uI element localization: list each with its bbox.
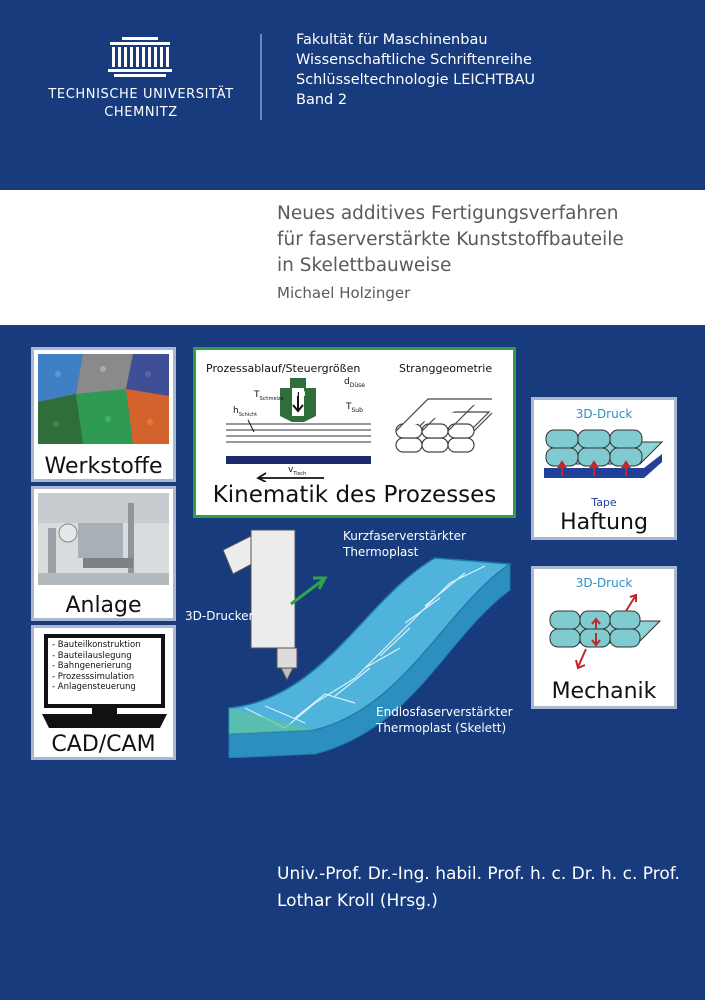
d-duese-sub: Düse xyxy=(349,381,365,389)
series-faculty: Fakultät für Maschinenbau xyxy=(296,32,488,48)
t-schmelze-symbol: T xyxy=(254,390,260,400)
werkstoffe-label: Werkstoffe xyxy=(44,454,163,479)
stranggeometrie-title: Stranggeometrie xyxy=(399,362,493,375)
anlage-panel xyxy=(31,486,176,621)
cad-item-3: - Bahngenerierung xyxy=(52,661,132,671)
short-fiber-label-line2: Thermoplast xyxy=(343,545,419,559)
haftung-panel xyxy=(531,397,677,540)
cont-fiber-label-line1: Endlosfaserverstärkter xyxy=(376,705,513,719)
mass-flow-symbol: ṁ xyxy=(296,388,306,399)
kinematik-label: Kinematik des Prozesses xyxy=(212,482,497,508)
kinematik-panel xyxy=(193,347,516,518)
prozessablauf-title: Prozessablauf/Steuergrößen xyxy=(206,362,361,375)
d-duese-symbol: d xyxy=(344,377,350,387)
book-title-line2: für faserverstärkte Kunststoffbauteile xyxy=(277,229,624,250)
anlage-label: Anlage xyxy=(65,593,142,618)
pellets-image xyxy=(38,354,169,444)
book-title-line1: Neues additives Fertigungsverfahren xyxy=(277,203,619,224)
haftung-label: Haftung xyxy=(560,510,648,535)
short-fiber-label-line1: Kurzfaserverstärkter xyxy=(343,529,466,543)
university-logo-icon xyxy=(108,37,172,81)
t-sub-sub: Sub xyxy=(351,406,363,414)
t-schmelze-sub: Schmelze xyxy=(259,395,284,402)
university-name-line2: CHEMNITZ xyxy=(104,105,178,120)
h-schicht-symbol: h xyxy=(233,406,239,416)
v-tisch-symbol: v xyxy=(288,465,294,475)
t-sub-symbol: T xyxy=(346,402,352,412)
cadcam-panel xyxy=(31,625,176,760)
book-title-line3: in Skelettbauweise xyxy=(277,255,452,276)
editor-line1: Univ.-Prof. Dr.-Ing. habil. Prof. h. c. Dr. h. c. Prof. xyxy=(277,864,680,884)
cont-fiber-label-line2: Thermoplast (Skelett) xyxy=(376,721,507,735)
printer-label: 3D-Drucker xyxy=(185,609,254,623)
tape-label: Tape xyxy=(591,496,617,509)
cad-item-4: - Prozesssimulation xyxy=(52,671,135,682)
v-tisch-sub: Tisch xyxy=(293,470,307,477)
series-name: Wissenschaftliche Schriftenreihe xyxy=(296,52,532,68)
cad-item-2: - Bauteilauslegung xyxy=(52,650,132,661)
book-author: Michael Holzinger xyxy=(277,284,411,302)
h-schicht-sub: Schicht xyxy=(238,411,258,418)
robot-cell-image xyxy=(38,493,169,585)
series-topic: Schlüsseltechnologie LEICHTBAU xyxy=(296,72,536,88)
mechanik-panel xyxy=(531,566,677,709)
strand-geometry-icon xyxy=(394,382,494,464)
mechanik-3d-druck-label: 3D-Druck xyxy=(575,576,633,590)
werkstoffe-panel xyxy=(31,347,176,482)
adhesion-diagram xyxy=(544,424,666,494)
series-volume: Band 2 xyxy=(296,92,348,108)
university-name-line1: TECHNISCHE UNIVERSITÄT xyxy=(48,87,234,102)
haftung-3d-druck-label: 3D-Druck xyxy=(575,407,633,421)
header-divider xyxy=(260,34,262,120)
mechanics-diagram xyxy=(548,593,666,675)
cad-item-5: - Anlagensteuerung xyxy=(52,682,136,692)
mechanik-label: Mechanik xyxy=(551,679,657,704)
editor-line2: Lothar Kroll (Hrsg.) xyxy=(277,891,438,911)
cadcam-label: CAD/CAM xyxy=(51,732,156,757)
cad-item-1: - Bauteilkonstruktion xyxy=(52,640,141,650)
